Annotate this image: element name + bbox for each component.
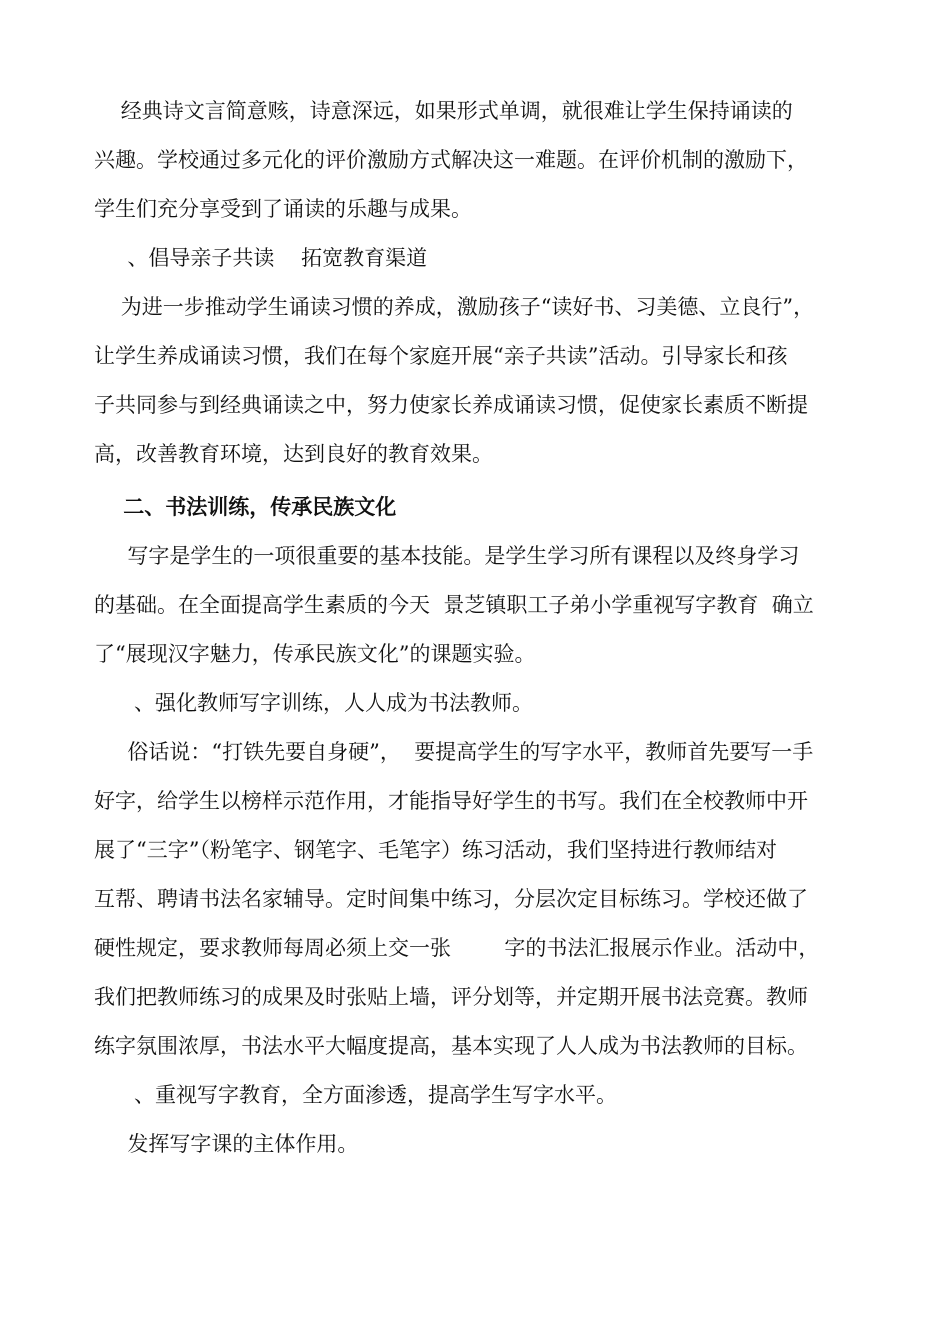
text-line: 发挥写字课的主体作用。	[94, 1132, 359, 1156]
text-line: 为进一步推动学生诵读习惯的养成，激励孩子“读好书、习美德、立良行”，	[94, 295, 815, 319]
section-heading-parent-child-reading: 、倡导亲子共读 拓宽教育渠道	[94, 246, 428, 270]
text-line: 兴趣。学校通过多元化的评价激励方式解决这一难题。在评价机制的激励下，	[94, 148, 808, 172]
text-line: 学生们充分享受到了诵读的乐趣与成果。	[94, 197, 472, 221]
text-line: 子共同参与到经典诵读之中，努力使家长养成诵读习惯，促使家长素质不断提	[94, 393, 808, 417]
text-line: 互帮、聘请书法名家辅导。定时间集中练习，分层次定目标练习。学校还做了	[94, 887, 808, 911]
text-line: 的基础。在全面提高学生素质的今天 景芝镇职工子弟小学重视写字教育 确立	[94, 593, 814, 617]
text-line: 我们把教师练习的成果及时张贴上墙，评分划等，并定期开展书法竞赛。教师	[94, 985, 808, 1009]
text-line: 俗话说：“打铁先要自身硬”， 要提高学生的写字水平，教师首先要写一手	[94, 740, 814, 764]
text-line: 展了“三字”（粉笔字、钢笔字、毛笔字）练习活动，我们坚持进行教师结对	[94, 838, 777, 862]
text-line: 经典诗文言简意赅，诗意深远，如果形式单调，就很难让学生保持诵读的	[94, 99, 793, 123]
text-line: 硬性规定，要求教师每周必须上交一张 字的书法汇报展示作业。活动中，	[94, 936, 820, 960]
text-line: 高，改善教育环境，达到良好的教育效果。	[94, 442, 493, 466]
text-line: 好字，给学生以榜样示范作用，才能指导好学生的书写。我们在全校教师中开	[94, 789, 808, 813]
text-line: 写字是学生的一项很重要的基本技能。是学生学习所有课程以及终身学习	[94, 544, 800, 568]
text-line: 了“展现汉字魅力，传承民族文化”的课题实验。	[94, 642, 536, 666]
text-line: 练字氛围浓厚，书法水平大幅度提高，基本实现了人人成为书法教师的目标。	[94, 1034, 808, 1058]
section-heading-calligraphy: 二、书法训练，传承民族文化	[94, 494, 397, 519]
section-heading-writing-education: 、重视写字教育，全方面渗透，提高学生写字水平。	[94, 1083, 618, 1107]
text-line: 让学生养成诵读习惯，我们在每个家庭开展“亲子共读”活动。引导家长和孩	[94, 344, 788, 368]
section-heading-teacher-training: 、强化教师写字训练，人人成为书法教师。	[94, 691, 534, 715]
